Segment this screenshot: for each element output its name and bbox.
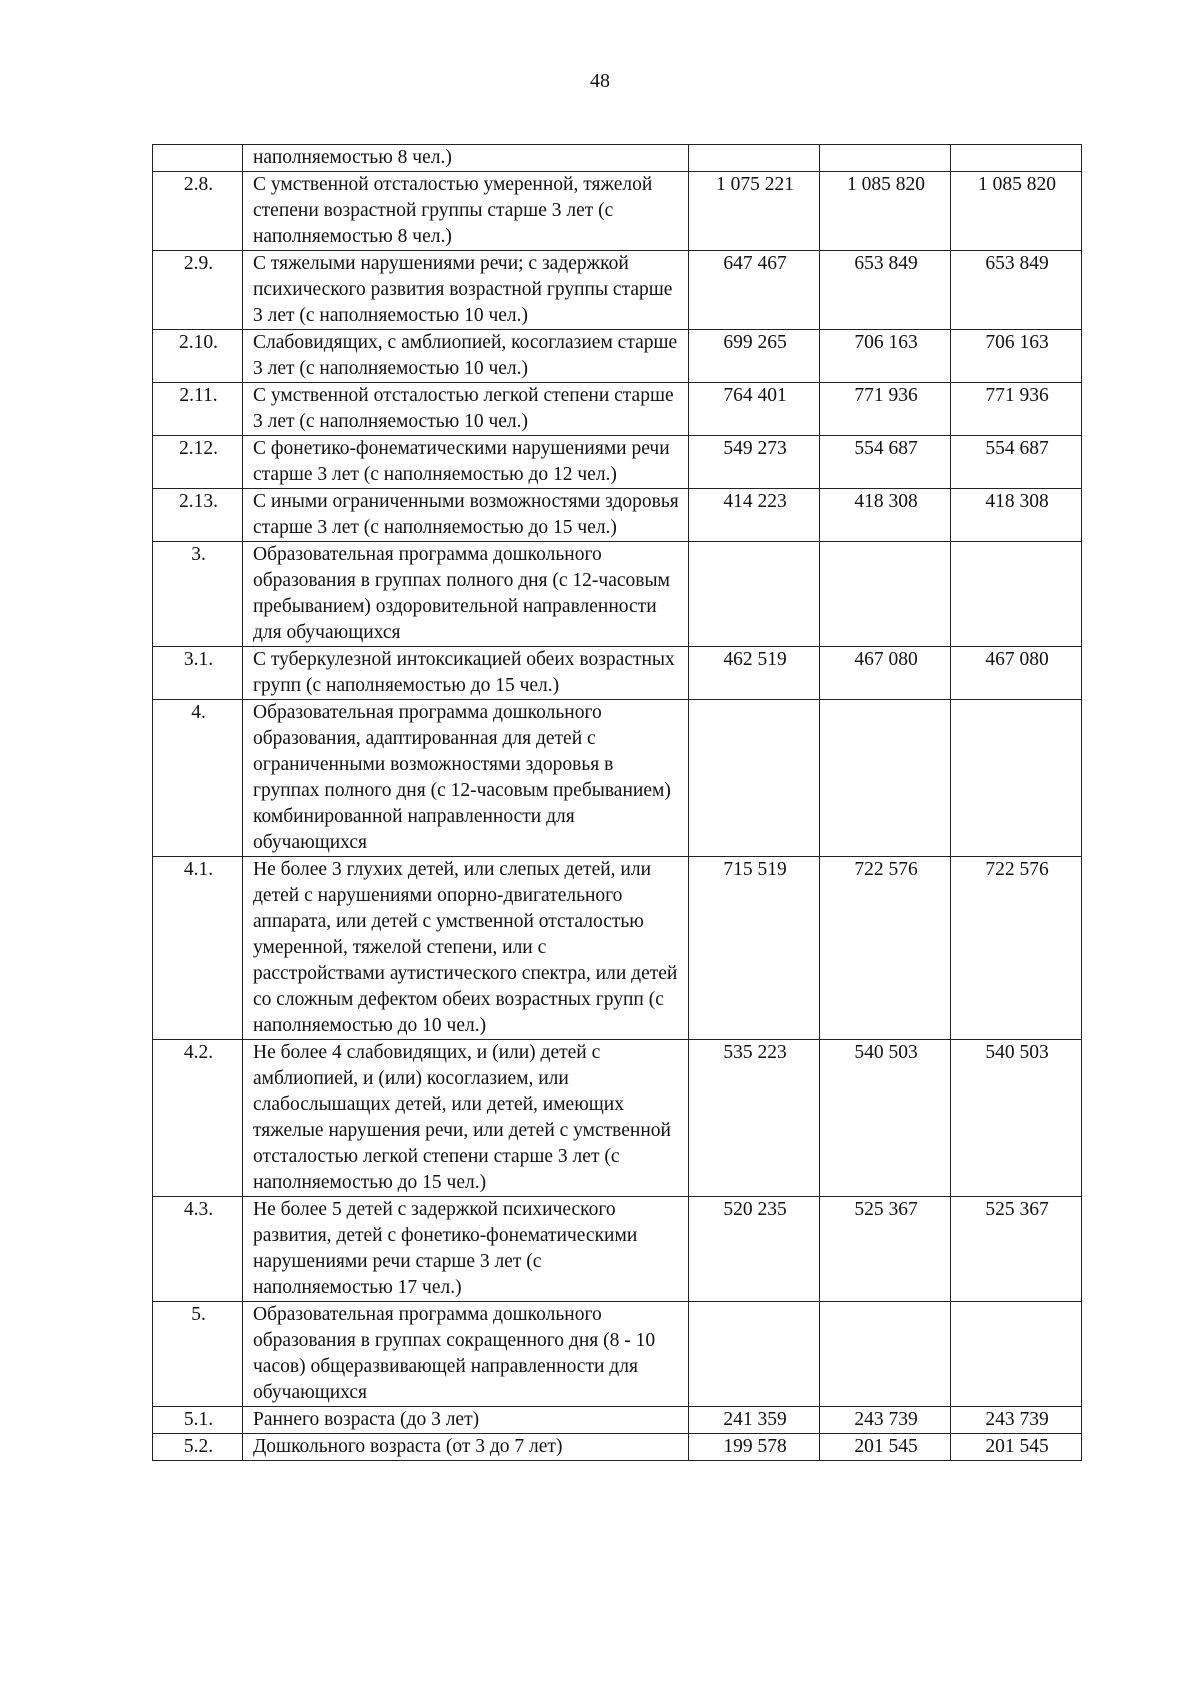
- value-col-3: 653 849: [951, 251, 1082, 330]
- value-col-3: 418 308: [951, 489, 1082, 542]
- row-description: С иными ограниченными возможностями здоровья старше 3 лет (с наполняемостью до 15 чел.): [243, 489, 689, 542]
- tariff-table: [152, 144, 1082, 1461]
- table-row: [153, 145, 1082, 172]
- table-row: [153, 383, 1082, 436]
- value-col-3: [951, 700, 1082, 857]
- row-number: 2.12.: [153, 436, 243, 489]
- row-description: Не более 5 детей с задержкой психического развития, детей с фонетико-фонематическими нарушениями речи старше 3 лет (с наполняемостью 17 чел.): [243, 1197, 689, 1302]
- value-col-3: 467 080: [951, 647, 1082, 700]
- value-col-1: [689, 145, 820, 172]
- value-col-3: [951, 1302, 1082, 1407]
- value-col-1: 241 359: [689, 1407, 820, 1434]
- table-row: [153, 1407, 1082, 1434]
- table-row: [153, 1302, 1082, 1407]
- row-description: Дошкольного возраста (от 3 до 7 лет): [243, 1434, 689, 1461]
- value-col-3: 540 503: [951, 1040, 1082, 1197]
- table-row: [153, 1434, 1082, 1461]
- row-number: [153, 145, 243, 172]
- value-col-2: 243 739: [820, 1407, 951, 1434]
- row-number: 2.10.: [153, 330, 243, 383]
- row-description: С умственной отсталостью легкой степени старше 3 лет (с наполняемостью 10 чел.): [243, 383, 689, 436]
- value-col-1: 535 223: [689, 1040, 820, 1197]
- value-col-1: 199 578: [689, 1434, 820, 1461]
- value-col-2: 653 849: [820, 251, 951, 330]
- value-col-2: 540 503: [820, 1040, 951, 1197]
- value-col-3: 1 085 820: [951, 172, 1082, 251]
- value-col-3: 525 367: [951, 1197, 1082, 1302]
- row-number: 5.1.: [153, 1407, 243, 1434]
- row-number: 2.8.: [153, 172, 243, 251]
- row-description: С умственной отсталостью умеренной, тяжелой степени возрастной группы старше 3 лет (с наполняемостью 8 чел.): [243, 172, 689, 251]
- value-col-1: [689, 700, 820, 857]
- row-number: 2.9.: [153, 251, 243, 330]
- value-col-1: 462 519: [689, 647, 820, 700]
- row-description: С тяжелыми нарушениями речи; с задержкой психического развития возрастной группы старше 3 лет (с наполняемостью 10 чел.): [243, 251, 689, 330]
- row-number: 5.: [153, 1302, 243, 1407]
- row-description: С фонетико-фонематическими нарушениями речи старше 3 лет (с наполняемостью до 12 чел.): [243, 436, 689, 489]
- row-description: Не более 4 слабовидящих, и (или) детей с амблиопией, и (или) косоглазием, или слабослышащих детей, или детей, имеющих тяжелые нарушения речи, или детей с умственной отсталостью легкой степени старше 3 лет (с наполняемостью до 15 чел.): [243, 1040, 689, 1197]
- table-row: [153, 330, 1082, 383]
- row-description: Слабовидящих, с амблиопией, косоглазием старше 3 лет (с наполняемостью 10 чел.): [243, 330, 689, 383]
- row-description: наполняемостью 8 чел.): [243, 145, 689, 172]
- value-col-2: 722 576: [820, 857, 951, 1040]
- table-row: [153, 700, 1082, 857]
- value-col-3: 722 576: [951, 857, 1082, 1040]
- table-row: [153, 172, 1082, 251]
- value-col-2: 201 545: [820, 1434, 951, 1461]
- value-col-3: [951, 542, 1082, 647]
- value-col-3: [951, 145, 1082, 172]
- value-col-3: 706 163: [951, 330, 1082, 383]
- value-col-2: [820, 542, 951, 647]
- row-number: 4.2.: [153, 1040, 243, 1197]
- value-col-2: 467 080: [820, 647, 951, 700]
- value-col-2: [820, 145, 951, 172]
- value-col-3: 201 545: [951, 1434, 1082, 1461]
- row-description: Образовательная программа дошкольного образования в группах полного дня (с 12-часовым пребыванием) оздоровительной направленности для обучающихся: [243, 542, 689, 647]
- value-col-1: 520 235: [689, 1197, 820, 1302]
- value-col-2: 706 163: [820, 330, 951, 383]
- value-col-2: 418 308: [820, 489, 951, 542]
- row-number: 4.: [153, 700, 243, 857]
- table-row: [153, 251, 1082, 330]
- table-body: [153, 145, 1082, 1461]
- table-row: [153, 489, 1082, 542]
- value-col-2: 525 367: [820, 1197, 951, 1302]
- value-col-3: 243 739: [951, 1407, 1082, 1434]
- table-row: [153, 542, 1082, 647]
- value-col-1: 549 273: [689, 436, 820, 489]
- value-col-2: 771 936: [820, 383, 951, 436]
- row-number: 4.1.: [153, 857, 243, 1040]
- value-col-2: 554 687: [820, 436, 951, 489]
- value-col-2: [820, 700, 951, 857]
- value-col-1: 715 519: [689, 857, 820, 1040]
- page-number: 48: [590, 70, 610, 92]
- table-row: [153, 436, 1082, 489]
- value-col-1: 1 075 221: [689, 172, 820, 251]
- value-col-1: [689, 542, 820, 647]
- value-col-1: 699 265: [689, 330, 820, 383]
- value-col-1: 647 467: [689, 251, 820, 330]
- row-number: 3.: [153, 542, 243, 647]
- table-row: [153, 647, 1082, 700]
- row-description: С туберкулезной интоксикацией обеих возрастных групп (с наполняемостью до 15 чел.): [243, 647, 689, 700]
- value-col-1: [689, 1302, 820, 1407]
- table-row: [153, 857, 1082, 1040]
- row-number: 2.13.: [153, 489, 243, 542]
- value-col-1: 414 223: [689, 489, 820, 542]
- table-row: [153, 1040, 1082, 1197]
- row-number: 4.3.: [153, 1197, 243, 1302]
- value-col-2: [820, 1302, 951, 1407]
- row-number: 3.1.: [153, 647, 243, 700]
- value-col-2: 1 085 820: [820, 172, 951, 251]
- table-row: [153, 1197, 1082, 1302]
- value-col-3: 554 687: [951, 436, 1082, 489]
- row-description: Образовательная программа дошкольного образования в группах сокращенного дня (8 - 10 часов) общеразвивающей направленности для обучающихся: [243, 1302, 689, 1407]
- row-description: Не более 3 глухих детей, или слепых детей, или детей с нарушениями опорно-двигательного аппарата, или детей с умственной отсталостью умеренной, тяжелой степени, или с расстройствами аутистического спектра, или детей со сложным дефектом обеих возрастных групп (с наполняемостью до 10 чел.): [243, 857, 689, 1040]
- value-col-3: 771 936: [951, 383, 1082, 436]
- value-col-1: 764 401: [689, 383, 820, 436]
- row-description: Образовательная программа дошкольного образования, адаптированная для детей с ограниченными возможностями здоровья в группах полного дня (с 12-часовым пребыванием) комбинированной направленности для обучающихся: [243, 700, 689, 857]
- row-description: Раннего возраста (до 3 лет): [243, 1407, 689, 1434]
- row-number: 5.2.: [153, 1434, 243, 1461]
- row-number: 2.11.: [153, 383, 243, 436]
